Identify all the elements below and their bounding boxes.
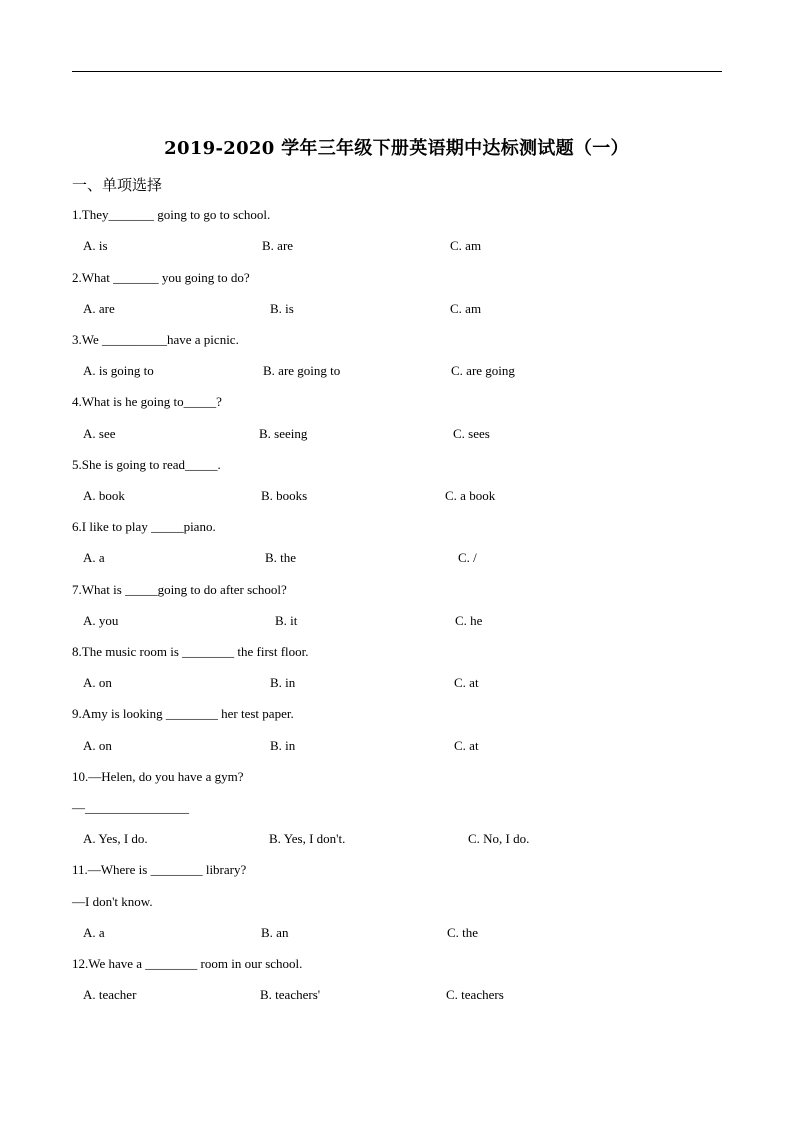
option-a: A. Yes, I do. [83,831,148,846]
question-stem: 1.They_______ going to go to school. [72,207,271,222]
question-stem: 10.—Helen, do you have a gym? [72,769,244,784]
question-stem: 12.We have a ________ room in our school. [72,956,303,971]
option-a: A. is going to [83,363,154,378]
option-a: A. book [83,488,125,503]
option-c: C. / [458,550,477,565]
section-title: 一、单项选择 [72,176,163,194]
option-b: B. seeing [259,426,308,441]
question-stem: 2.What _______ you going to do? [72,270,250,285]
question-stem: 11.—Where is ________ library? [72,862,247,877]
option-c: C. the [447,925,479,940]
header-rule [72,71,722,72]
option-c: C. sees [453,426,490,441]
option-c: C. No, I do. [468,831,530,846]
option-c: C. at [454,675,479,690]
option-c: C. am [450,301,482,316]
option-a: A. teacher [83,987,137,1002]
option-a: A. on [83,738,112,753]
option-b: B. is [270,301,294,316]
question-stem: 8.The music room is ________ the first floor. [72,644,309,659]
option-b: B. Yes, I don't. [269,831,346,846]
page-title: 2019-2020 学年三年级下册英语期中达标测试题（一） [164,138,629,159]
option-b: B. in [270,675,296,690]
option-b: B. are going to [263,363,341,378]
option-a: A. a [83,925,105,940]
question-stem: 6.I like to play _____piano. [72,519,216,534]
question-stem: 3.We __________have a picnic. [72,332,239,347]
question-stem: 7.What is _____going to do after school? [72,582,287,597]
option-b: B. the [265,550,297,565]
option-b: B. it [275,613,298,628]
option-b: B. books [261,488,308,503]
option-a: A. are [83,301,115,316]
option-c: C. teachers [446,987,504,1002]
option-c: C. he [455,613,483,628]
option-c: C. am [450,238,482,253]
option-c: C. at [454,738,479,753]
option-a: A. you [83,613,119,628]
option-b: B. an [261,925,289,940]
option-a: A. a [83,550,105,565]
option-c: C. a book [445,488,496,503]
option-a: A. see [83,426,116,441]
question-stem: 9.Amy is looking ________ her test paper. [72,706,294,721]
answer-line: —I don't know. [72,894,153,909]
option-a: A. is [83,238,108,253]
answer-line: —________________ [72,800,189,815]
option-b: B. are [262,238,294,253]
option-a: A. on [83,675,112,690]
option-b: B. in [270,738,296,753]
option-c: C. are going [451,363,515,378]
question-stem: 5.She is going to read_____. [72,457,221,472]
option-b: B. teachers' [260,987,321,1002]
question-stem: 4.What is he going to_____? [72,394,222,409]
